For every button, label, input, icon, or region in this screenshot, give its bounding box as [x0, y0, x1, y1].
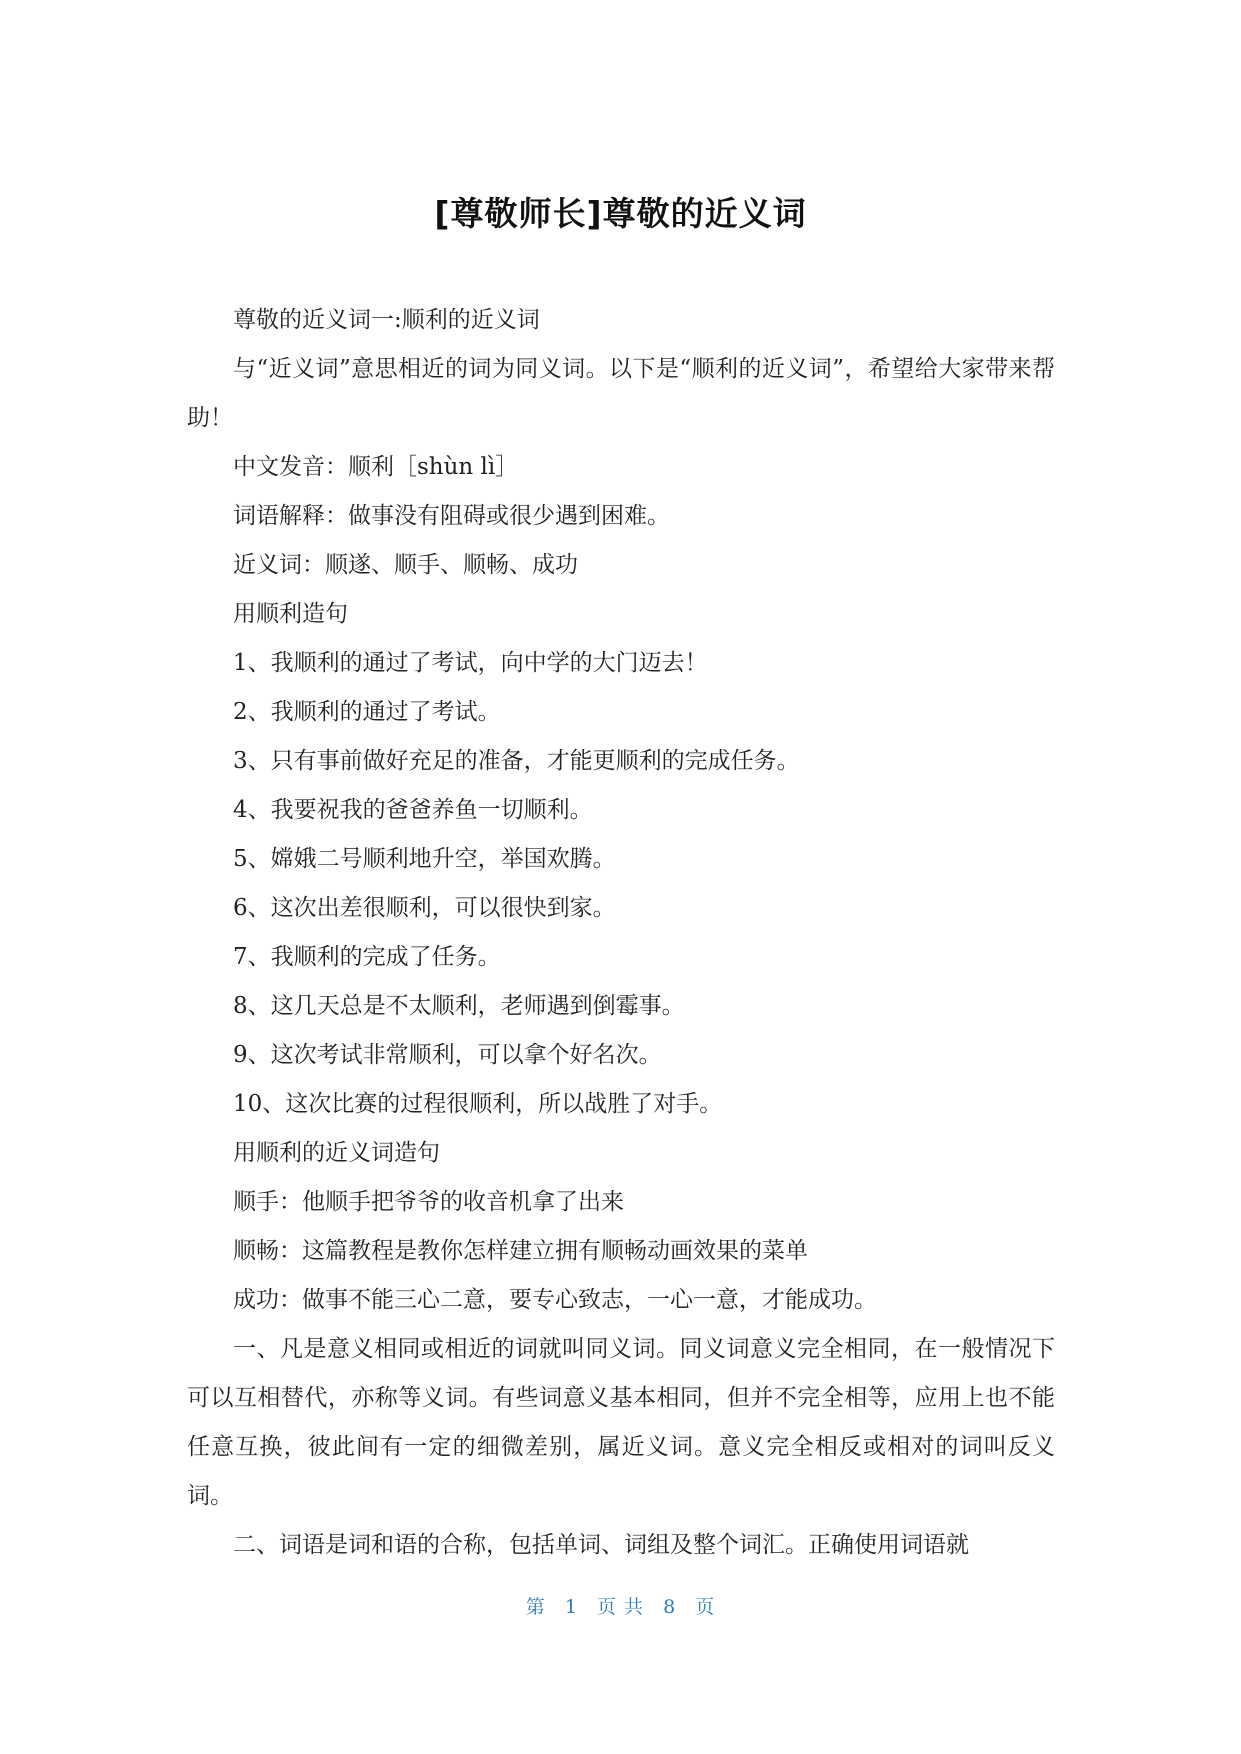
footer-page-total: 8: [663, 1596, 677, 1618]
page-number-footer: [0, 1592, 1241, 1619]
paragraph: 顺畅：这篇教程是教你怎样建立拥有顺畅动画效果的菜单: [233, 1238, 808, 1264]
section-heading: 用顺利的近义词造句: [233, 1140, 440, 1166]
paragraph: 中文发音：顺利［shùn lì］: [233, 454, 519, 480]
footer-page-middle: 页 共: [596, 1596, 645, 1618]
paragraph: 近义词：顺遂、顺手、顺畅、成功: [233, 552, 578, 578]
footer-page-prefix: 第: [525, 1596, 546, 1618]
footer-page-current: 1: [564, 1596, 578, 1618]
paragraph: 词语解释：做事没有阻碍或很少遇到困难。: [233, 503, 670, 529]
list-item: 2、我顺利的通过了考试。: [233, 699, 501, 725]
list-item: 4、我要祝我的爸爸养鱼一切顺利。: [233, 797, 593, 823]
list-item: 1、我顺利的通过了考试，向中学的大门迈去！: [233, 650, 708, 676]
section-heading: 用顺利造句: [233, 601, 348, 627]
paragraph: 二、词语是词和语的合称，包括单词、词组及整个词汇。正确使用词语就: [233, 1532, 969, 1558]
list-item: 8、这几天总是不太顺利，老师遇到倒霉事。: [233, 993, 685, 1019]
paragraph: 成功：做事不能三心二意，要专心致志，一心一意，才能成功。: [233, 1287, 877, 1313]
page-title: [尊敬师长]尊敬的近义词: [434, 194, 807, 233]
list-item: 5、嫦娥二号顺利地升空，举国欢腾。: [233, 846, 616, 872]
document-body: [187, 296, 1055, 1570]
paragraph: 顺手：他顺手把爷爷的收音机拿了出来: [233, 1189, 624, 1215]
list-item: 10、这次比赛的过程很顺利，所以战胜了对手。: [233, 1091, 723, 1117]
footer-page-suffix: 页: [695, 1596, 716, 1618]
list-item: 6、这次出差很顺利，可以很快到家。: [233, 895, 616, 921]
paragraph: 一、凡是意义相同或相近的词就叫同义词。同义词意义完全相同，在一般情况下可以互相替代，亦称等义词。有些词意义基本相同，但并不完全相等，应用上也不能任意互换，彼此间有一定的细微差别，属近义词。意义完全相反或相对的词叫反义词。: [187, 1336, 1055, 1509]
list-item: 7、我顺利的完成了任务。: [233, 944, 501, 970]
list-item: 9、这次考试非常顺利，可以拿个好名次。: [233, 1042, 662, 1068]
paragraph: 尊敬的近义词一:顺利的近义词: [233, 307, 540, 333]
paragraph: 与“近义词”意思相近的词为同义词。以下是“顺利的近义词”，希望给大家带来帮助！: [187, 356, 1055, 431]
list-item: 3、只有事前做好充足的准备，才能更顺利的完成任务。: [233, 748, 800, 774]
